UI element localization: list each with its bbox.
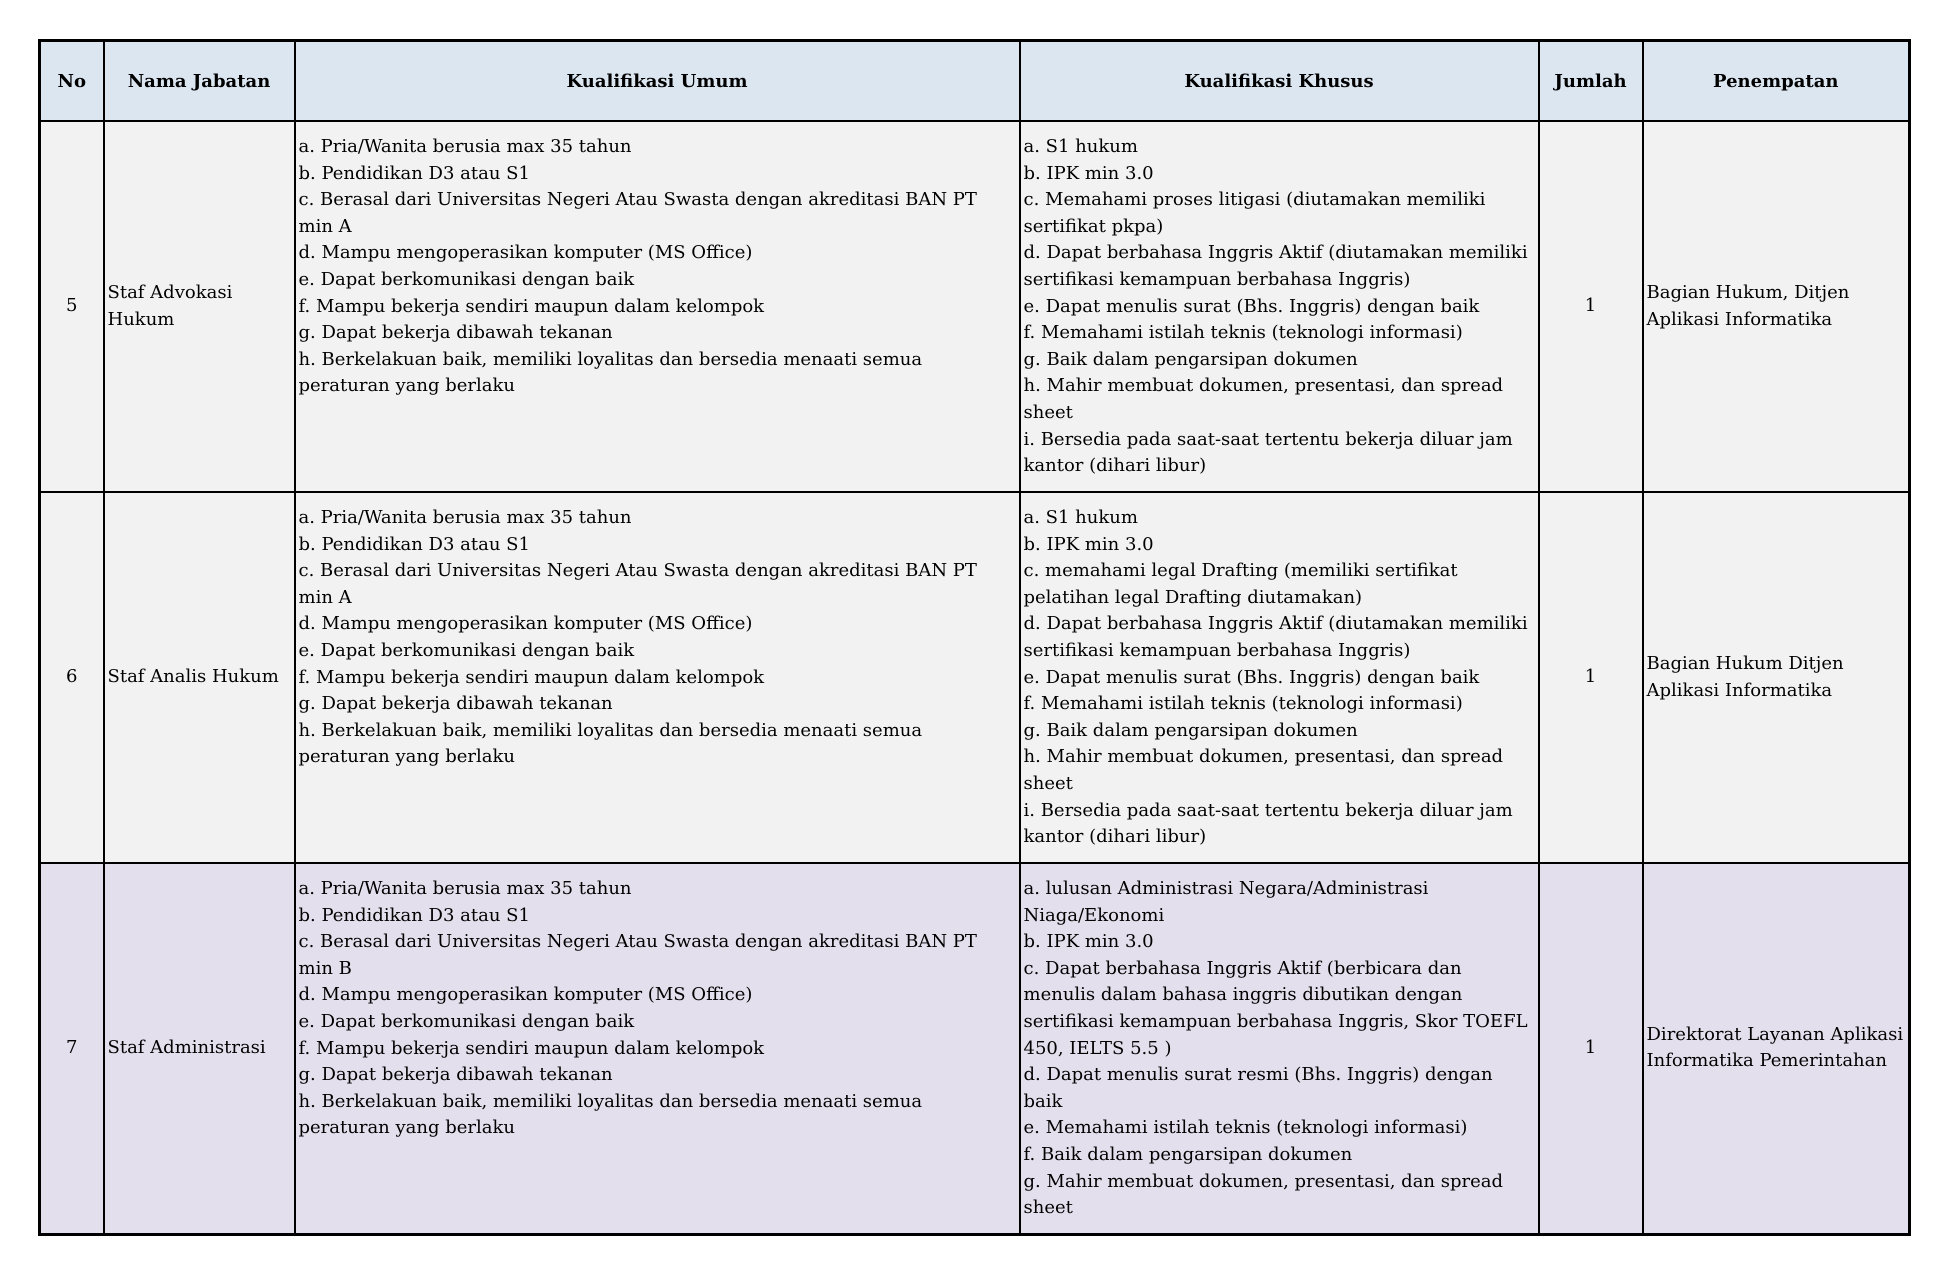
list-item: b. Pendidikan D3 atau S1: [298, 533, 530, 555]
list-item: i. Bersedia pada saat-saat tertentu bekerja diluar jam kantor (dihari libur): [1023, 428, 1513, 477]
header-penempatan: Penempatan: [1643, 41, 1910, 122]
list-item: a. S1 hukum: [1023, 136, 1138, 157]
list-item: c. Berasal dari Universitas Negeri Atau Swasta dengan akreditasi BAN PT min A: [298, 560, 977, 608]
cell-nama-jabatan: Staf Administrasi: [104, 863, 295, 1234]
list-item: h. Berkelakuan baik, memiliki loyalitas dan bersedia menaati semua peraturan yang berlaku: [298, 1090, 923, 1139]
list-item: f. Memahami istilah teknis (teknologi informasi): [1023, 693, 1463, 715]
list-item: h. Berkelakuan baik, memiliki loyalitas dan bersedia menaati semua peraturan yang berlaku: [298, 719, 923, 768]
list-item: e. Memahami istilah teknis (teknologi informasi): [1023, 1117, 1468, 1139]
cell-nama-jabatan: Staf Analis Hukum: [104, 492, 295, 863]
list-item: c. memahami legal Drafting (memiliki sertifikat pelatihan legal Drafting diutamakan): [1023, 560, 1458, 608]
list-item: d. Mampu mengoperasikan komputer (MS Office): [298, 613, 753, 635]
job-qualification-table: [38, 39, 1911, 1236]
table-row: [40, 863, 1910, 1234]
list-item: b. IPK min 3.0: [1023, 931, 1154, 953]
cell-penempatan: Direktorat Layanan Aplikasi Informatika Pemerintahan: [1643, 863, 1910, 1234]
cell-kualifikasi-umum: [295, 121, 1020, 492]
list-item: g. Dapat bekerja dibawah tekanan: [298, 1064, 613, 1086]
list-item: f. Mampu bekerja sendiri maupun dalam kelompok: [298, 295, 765, 317]
cell-kualifikasi-khusus: [1020, 121, 1539, 492]
cell-jumlah: 1: [1539, 492, 1643, 863]
list-item: h. Mahir membuat dokumen, presentasi, dan spread sheet: [1023, 375, 1504, 423]
list-item: g. Baik dalam pengarsipan dokumen: [1023, 719, 1358, 741]
list-item: a. Pria/Wanita berusia max 35 tahun: [298, 878, 632, 899]
list-item: g. Baik dalam pengarsipan dokumen: [1023, 348, 1358, 370]
list-item: b. Pendidikan D3 atau S1: [298, 162, 530, 184]
table-row: [40, 492, 1910, 863]
list-item: c. Berasal dari Universitas Negeri Atau Swasta dengan akreditasi BAN PT min B: [298, 931, 977, 979]
cell-kualifikasi-umum: [295, 863, 1020, 1234]
list-item: e. Dapat berkomunikasi dengan baik: [298, 1010, 635, 1032]
list-item: a. lulusan Administrasi Negara/Administrasi Niaga/Ekonomi: [1023, 878, 1429, 926]
header-kualifikasi-khusus: Kualifikasi Khusus: [1020, 41, 1539, 122]
list-item: f. Baik dalam pengarsipan dokumen: [1023, 1143, 1353, 1165]
list-item: a. Pria/Wanita berusia max 35 tahun: [298, 136, 632, 157]
cell-jumlah: 1: [1539, 121, 1643, 492]
list-item: f. Memahami istilah teknis (teknologi informasi): [1023, 322, 1463, 344]
list-item: d. Dapat menulis surat resmi (Bhs. Inggris) dengan baik: [1023, 1064, 1493, 1112]
list-item: e. Dapat berkomunikasi dengan baik: [298, 268, 635, 290]
table-row: [40, 121, 1910, 492]
list-item: d. Dapat berbahasa Inggris Aktif (diutamakan memiliki sertifikasi kemampuan berbahasa Inggris): [1023, 242, 1528, 290]
cell-nama-jabatan: Staf Advokasi Hukum: [104, 121, 295, 492]
list-item: g. Dapat bekerja dibawah tekanan: [298, 693, 613, 715]
list-item: g. Dapat bekerja dibawah tekanan: [298, 322, 613, 344]
cell-penempatan: Bagian Hukum, Ditjen Aplikasi Informatika: [1643, 121, 1910, 492]
header-nama-jabatan: Nama Jabatan: [104, 41, 295, 122]
list-item: c. Memahami proses litigasi (diutamakan memiliki sertifikat pkpa): [1023, 189, 1486, 237]
list-item: d. Dapat berbahasa Inggris Aktif (diutamakan memiliki sertifikasi kemampuan berbahasa Inggris): [1023, 613, 1528, 661]
header-kualifikasi-umum: Kualifikasi Umum: [295, 41, 1020, 122]
cell-kualifikasi-khusus: [1020, 492, 1539, 863]
list-item: d. Mampu mengoperasikan komputer (MS Office): [298, 242, 753, 264]
list-item: e. Dapat berkomunikasi dengan baik: [298, 639, 635, 661]
cell-kualifikasi-umum: [295, 492, 1020, 863]
list-item: b. IPK min 3.0: [1023, 533, 1154, 555]
list-item: b. Pendidikan D3 atau S1: [298, 904, 530, 926]
list-item: b. IPK min 3.0: [1023, 162, 1154, 184]
header-no: No: [40, 41, 104, 122]
list-item: i. Bersedia pada saat-saat tertentu bekerja diluar jam kantor (dihari libur): [1023, 799, 1513, 848]
list-item: e. Dapat menulis surat (Bhs. Inggris) dengan baik: [1023, 666, 1480, 688]
list-item: c. Berasal dari Universitas Negeri Atau Swasta dengan akreditasi BAN PT min A: [298, 189, 977, 237]
list-item: a. Pria/Wanita berusia max 35 tahun: [298, 507, 632, 528]
list-item: h. Mahir membuat dokumen, presentasi, dan spread sheet: [1023, 746, 1504, 794]
table-header-row: [40, 41, 1910, 122]
list-item: a. S1 hukum: [1023, 507, 1138, 528]
list-item: c. Dapat berbahasa Inggris Aktif (berbicara dan menulis dalam bahasa inggris dibutikan dengan sertifikasi kemampuan berbahasa Inggris, Skor TOEFL 450, IELTS 5.5 ): [1023, 957, 1528, 1059]
list-item: e. Dapat menulis surat (Bhs. Inggris) dengan baik: [1023, 295, 1480, 317]
list-item: h. Berkelakuan baik, memiliki loyalitas dan bersedia menaati semua peraturan yang berlaku: [298, 348, 923, 397]
list-item: g. Mahir membuat dokumen, presentasi, dan spread sheet: [1023, 1170, 1504, 1219]
cell-no: 6: [40, 492, 104, 863]
cell-no: 7: [40, 863, 104, 1234]
cell-no: 5: [40, 121, 104, 492]
cell-kualifikasi-khusus: [1020, 863, 1539, 1234]
header-jumlah: Jumlah: [1539, 41, 1643, 122]
cell-jumlah: 1: [1539, 863, 1643, 1234]
list-item: d. Mampu mengoperasikan komputer (MS Office): [298, 984, 753, 1006]
list-item: f. Mampu bekerja sendiri maupun dalam kelompok: [298, 1037, 765, 1059]
document-page: [38, 39, 1908, 1236]
list-item: f. Mampu bekerja sendiri maupun dalam kelompok: [298, 666, 765, 688]
cell-penempatan: Bagian Hukum Ditjen Aplikasi Informatika: [1643, 492, 1910, 863]
